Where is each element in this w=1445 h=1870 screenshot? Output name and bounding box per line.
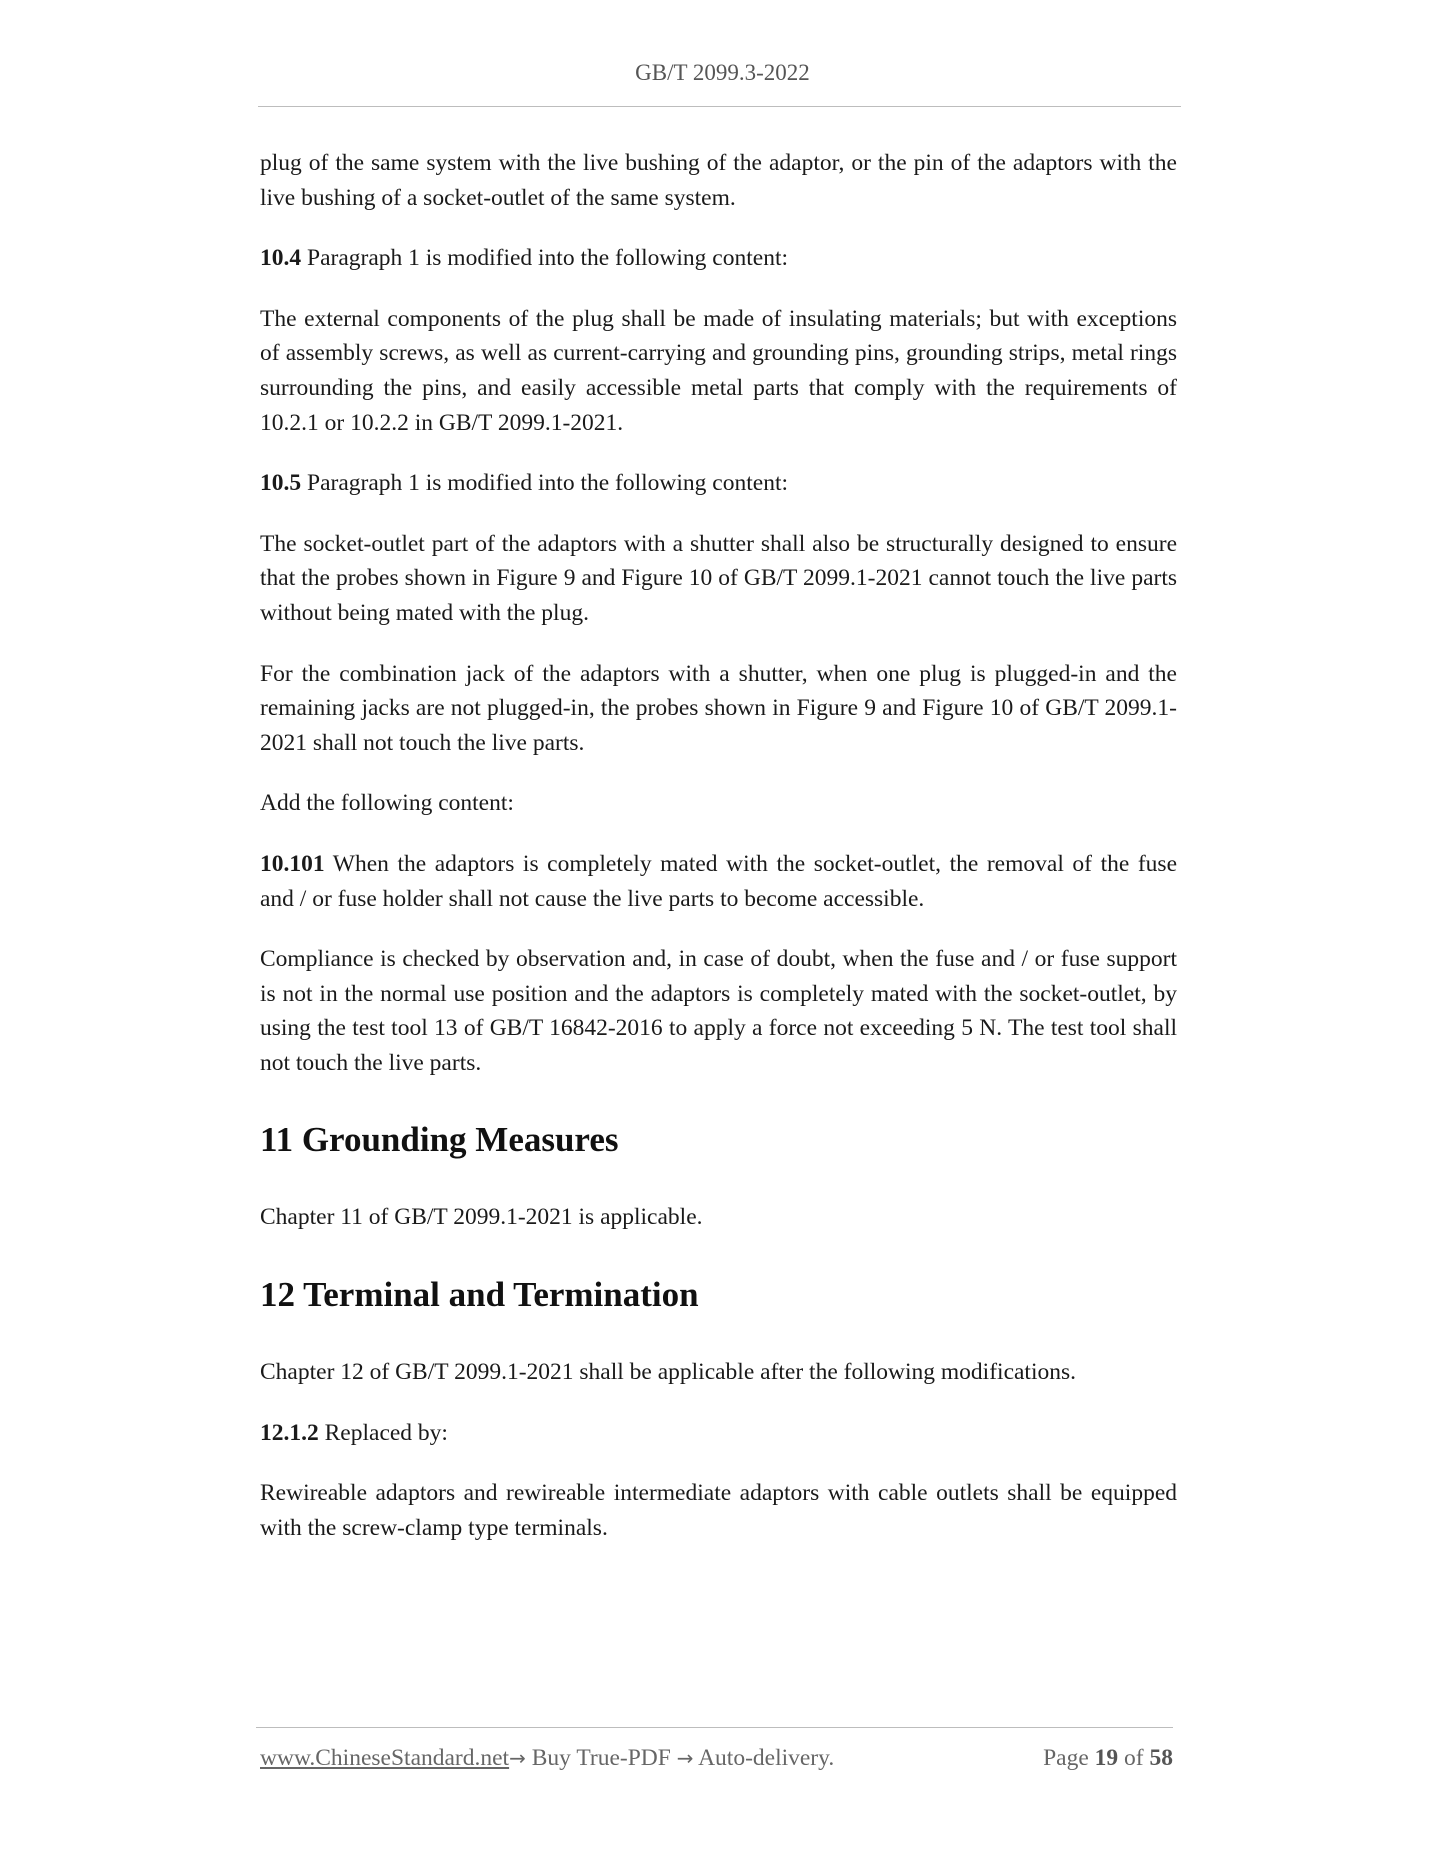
- current-page: 19: [1094, 1745, 1119, 1771]
- of-label: of: [1118, 1745, 1150, 1771]
- clause-text: When the adaptors is completely mated with the socket-outlet, the removal of the fuse and / or fuse holder shall not cause the live parts to become accessible.: [260, 850, 1177, 912]
- page-header-title: GB/T 2099.3-2022: [635, 60, 810, 85]
- clause-number: 10.101: [260, 850, 325, 877]
- paragraph: Add the following content:: [260, 790, 514, 817]
- header-divider: [258, 106, 1181, 107]
- clause-number: 10.4: [260, 245, 302, 272]
- delivery-text: Auto-delivery.: [693, 1745, 835, 1771]
- arrow-right-icon: →: [509, 1746, 526, 1770]
- clause-text: Paragraph 1 is modified into the following content:: [301, 245, 789, 272]
- paragraph: The socket-outlet part of the adaptors with a shutter shall also be structurally designed to ensure that the probes shown in Figure 9 and Figure 10 of GB/T 2099.1-2021 cannot touch the live parts without being mated with the plug.: [260, 530, 1177, 626]
- section-heading-12: 12 Terminal and Termination: [260, 1275, 699, 1315]
- clause-text: Replaced by:: [318, 1419, 448, 1446]
- clause-text: Paragraph 1 is modified into the following content:: [301, 470, 789, 497]
- total-pages: 58: [1149, 1745, 1173, 1771]
- paragraph: Chapter 11 of GB/T 2099.1-2021 is applicable.: [260, 1204, 703, 1231]
- clause-10-101: [260, 847, 1177, 916]
- clause-12-1-2: [260, 1416, 1177, 1451]
- clause-10-4: [260, 241, 1177, 276]
- paragraph: For the combination jack of the adaptors with a shutter, when one plug is plugged-in and the remaining jacks are not plugged-in, the probes shown in Figure 9 and Figure 10 of GB/T 2099.1-2021 shall not touch the live parts.: [260, 660, 1177, 756]
- paragraph: The external components of the plug shall be made of insulating materials; but with exceptions of assembly screws, as well as current-carrying and grounding pins, grounding strips, metal rings surrounding the pins, and easily accessible metal parts that comply with the requirements of 10.2.1 or 10.2.2 in GB/T 2099.1-2021.: [260, 305, 1177, 436]
- paragraph: Rewireable adaptors and rewireable intermediate adaptors with cable outlets shall be equipped with the screw-clamp type terminals.: [260, 1480, 1177, 1541]
- paragraph: Chapter 12 of GB/T 2099.1-2021 shall be applicable after the following modifications.: [260, 1359, 1077, 1386]
- clause-number: 10.5: [260, 470, 302, 497]
- paragraph: Compliance is checked by observation and, in case of doubt, when the fuse and / or fuse support is not in the normal use position and the adaptors is completely mated with the socket-outlet, by using the test tool 13 of GB/T 16842-2016 to apply a force not exceeding 5 N. The test tool shall not touch the live parts.: [260, 946, 1177, 1076]
- buy-text: Buy True-PDF: [525, 1745, 677, 1771]
- footer-divider: [256, 1727, 1173, 1728]
- clause-10-5: [260, 466, 1177, 501]
- paragraph: plug of the same system with the live bushing of the adaptor, or the pin of the adaptors with the live bushing of a socket-outlet of the same system.: [260, 150, 1177, 211]
- clause-number: 12.1.2: [260, 1419, 319, 1446]
- footer-links: [260, 1745, 834, 1772]
- arrow-right-icon: →: [676, 1746, 694, 1770]
- site-link[interactable]: www.ChineseStandard.net: [260, 1745, 510, 1771]
- page-number: [1043, 1745, 1173, 1772]
- section-heading-11: 11 Grounding Measures: [260, 1120, 619, 1160]
- page-label: Page: [1043, 1745, 1095, 1771]
- document-body: [260, 146, 1177, 1571]
